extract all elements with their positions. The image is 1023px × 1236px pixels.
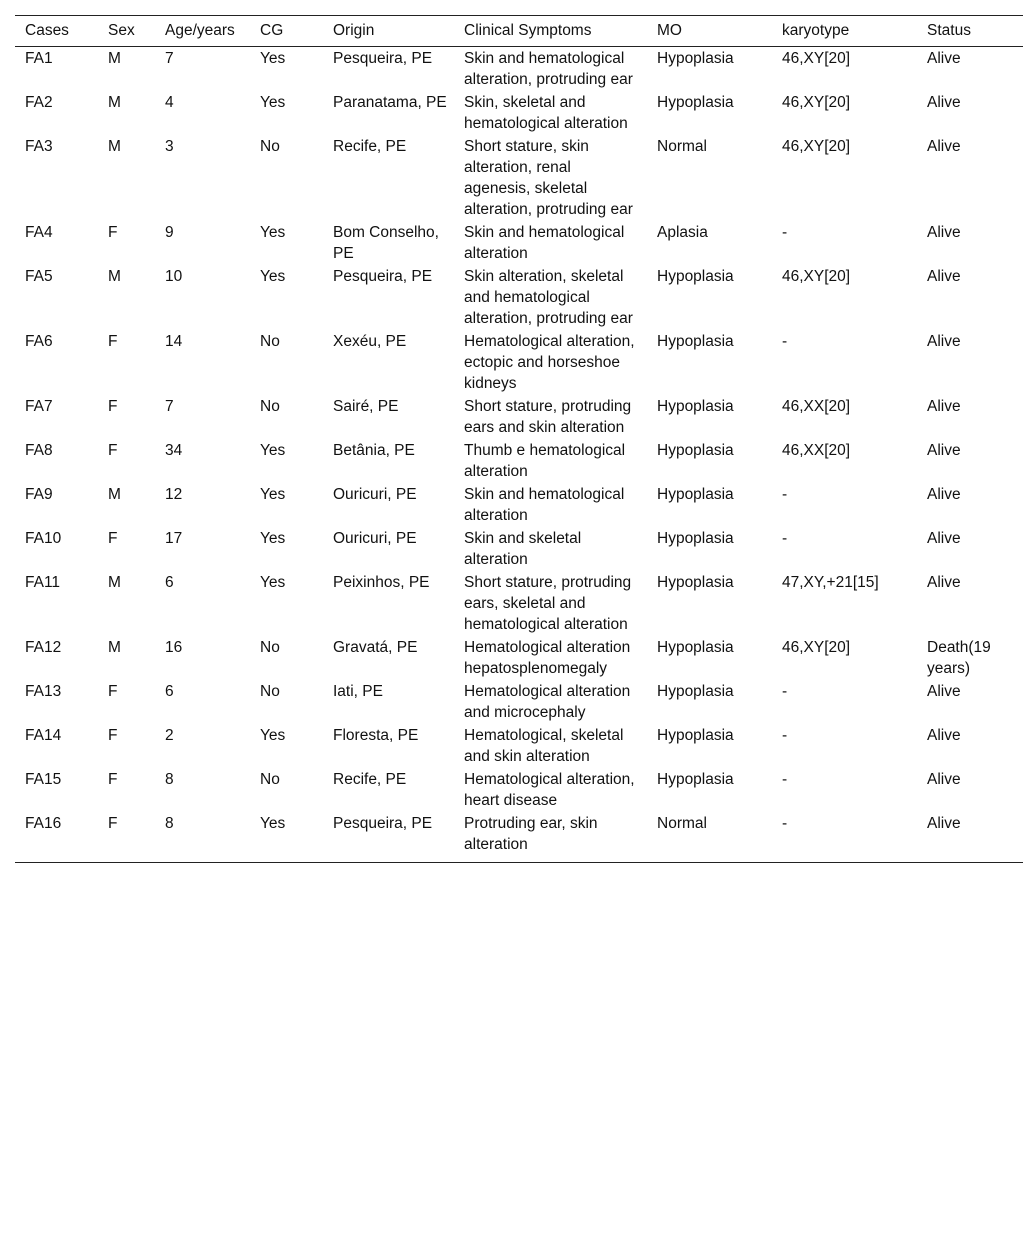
cell-mo: Hypoplasia — [657, 486, 734, 503]
cell-age: 9 — [165, 224, 174, 241]
table-row — [15, 812, 1023, 863]
cell-karyotype: - — [782, 727, 788, 744]
cell-age: 7 — [165, 50, 174, 67]
cell-sex: F — [108, 771, 118, 788]
cell-status: Alive — [927, 398, 961, 415]
cell-mo: Hypoplasia — [657, 333, 734, 350]
cell-case: FA1 — [25, 50, 53, 67]
cell-clinical-symptoms: Skin alteration, skeletal and hematological alteration, protruding ear — [464, 268, 633, 327]
cell-origin: Pesqueira, PE — [333, 50, 433, 67]
cell-karyotype: 46,XY[20] — [782, 268, 851, 285]
cell-status: Death(19 years) — [927, 639, 991, 677]
table-header — [15, 16, 1023, 47]
cell-mo: Hypoplasia — [657, 771, 734, 788]
cell-mo: Hypoplasia — [657, 268, 734, 285]
table-row — [15, 724, 1023, 768]
cell-sex: F — [108, 333, 118, 350]
cell-status: Alive — [927, 50, 961, 67]
cell-mo: Hypoplasia — [657, 530, 734, 547]
cell-status: Alive — [927, 574, 961, 591]
cell-mo: Hypoplasia — [657, 442, 734, 459]
cell-clinical-symptoms: Skin and hematological alteration, protruding ear — [464, 50, 633, 88]
cell-case: FA6 — [25, 333, 53, 350]
cell-sex: M — [108, 639, 121, 656]
table-row — [15, 527, 1023, 571]
cell-clinical-symptoms: Skin, skeletal and hematological alteration — [464, 94, 628, 132]
cell-case: FA13 — [25, 683, 62, 700]
cell-sex: M — [108, 94, 121, 111]
cell-origin: Recife, PE — [333, 138, 407, 155]
header-sex: Sex — [98, 16, 155, 47]
cell-karyotype: 46,XY[20] — [782, 94, 851, 111]
cell-status: Alive — [917, 812, 1023, 863]
header-row — [15, 16, 1023, 47]
cell-case: FA3 — [25, 138, 53, 155]
cell-origin: Gravatá, PE — [333, 639, 418, 656]
cell-age: 6 — [165, 574, 174, 591]
cell-cg: Yes — [260, 486, 286, 503]
cell-origin: Pesqueira, PE — [323, 812, 454, 863]
table-row — [15, 265, 1023, 330]
cell-case: FA14 — [25, 727, 62, 744]
table-row — [15, 47, 1023, 92]
cell-sex: M — [108, 486, 121, 503]
cell-sex: F — [108, 398, 118, 415]
cell-mo: Normal — [647, 812, 772, 863]
cell-age: 7 — [165, 398, 174, 415]
cell-sex: F — [108, 683, 118, 700]
cell-age: 10 — [165, 268, 183, 285]
cell-age: 12 — [165, 486, 183, 503]
table-row — [15, 91, 1023, 135]
cell-clinical-symptoms: Hematological alteration, ectopic and horseshoe kidneys — [464, 333, 635, 392]
cell-status: Alive — [927, 771, 961, 788]
header-clinical-symptoms: Clinical Symptoms — [454, 16, 647, 47]
cell-cg: Yes — [260, 574, 286, 591]
cell-case: FA12 — [25, 639, 62, 656]
cell-karyotype: - — [782, 771, 788, 788]
cell-status: Alive — [927, 333, 961, 350]
cell-origin: Floresta, PE — [333, 727, 419, 744]
cell-karyotype: 46,XY[20] — [782, 50, 851, 67]
cell-sex: M — [108, 50, 121, 67]
cell-clinical-symptoms: Hematological alteration and microcephaly — [464, 683, 631, 721]
cell-mo: Hypoplasia — [657, 683, 734, 700]
table-container — [15, 15, 1023, 863]
cell-case: FA10 — [25, 530, 62, 547]
cell-clinical-symptoms: Short stature, protruding ears, skeletal and hematological alteration — [464, 574, 632, 633]
cell-case: FA7 — [25, 398, 53, 415]
cell-age: 16 — [165, 639, 183, 656]
table-row — [15, 330, 1023, 395]
table-row — [15, 395, 1023, 439]
cell-sex: M — [108, 138, 121, 155]
cell-karyotype: - — [782, 683, 788, 700]
cell-cg: Yes — [250, 812, 323, 863]
cell-sex: M — [108, 574, 121, 591]
cell-age: 3 — [165, 138, 174, 155]
cell-karyotype: - — [782, 530, 788, 547]
cell-mo: Hypoplasia — [657, 574, 734, 591]
cell-age: 8 — [165, 771, 174, 788]
cell-clinical-symptoms: Skin and skeletal alteration — [464, 530, 582, 568]
cell-status: Alive — [927, 727, 961, 744]
table-row — [15, 439, 1023, 483]
cell-clinical-symptoms: Protruding ear, skin alteration — [454, 812, 647, 863]
cell-sex: F — [108, 442, 118, 459]
header-cg: CG — [250, 16, 323, 47]
cell-case: FA8 — [25, 442, 53, 459]
cell-origin: Xexéu, PE — [333, 333, 407, 350]
table-row — [15, 680, 1023, 724]
cell-clinical-symptoms: Thumb e hematological alteration — [464, 442, 626, 480]
table-row — [15, 636, 1023, 680]
cell-mo: Hypoplasia — [657, 94, 734, 111]
cell-karyotype: - — [782, 333, 788, 350]
cell-status: Alive — [927, 486, 961, 503]
cell-karyotype: - — [782, 224, 788, 241]
cell-karyotype: - — [772, 812, 917, 863]
cell-cg: Yes — [260, 94, 286, 111]
cell-karyotype: 47,XY,+21[15] — [782, 574, 879, 591]
cell-status: Alive — [927, 224, 961, 241]
cell-sex: F — [108, 727, 118, 744]
cell-age: 17 — [165, 530, 183, 547]
cell-cg: Yes — [260, 727, 286, 744]
cell-mo: Hypoplasia — [657, 639, 734, 656]
cell-cg: Yes — [260, 268, 286, 285]
table-row — [15, 768, 1023, 812]
cell-cg: No — [260, 333, 280, 350]
table-body — [15, 47, 1023, 863]
cell-mo: Hypoplasia — [657, 50, 734, 67]
cell-karyotype: 46,XY[20] — [782, 138, 851, 155]
cell-mo: Aplasia — [657, 224, 708, 241]
cell-sex: F — [108, 224, 118, 241]
cell-origin: Ouricuri, PE — [333, 486, 417, 503]
cell-cg: No — [260, 639, 280, 656]
header-status: Status — [917, 16, 1023, 47]
cell-status: Alive — [927, 530, 961, 547]
header-cases: Cases — [15, 16, 98, 47]
cell-cg: Yes — [260, 50, 286, 67]
cell-origin: Peixinhos, PE — [333, 574, 430, 591]
cell-age: 4 — [165, 94, 174, 111]
cell-status: Alive — [927, 94, 961, 111]
cell-origin: Betânia, PE — [333, 442, 415, 459]
cell-origin: Bom Conselho, PE — [333, 224, 439, 262]
cell-age: 34 — [165, 442, 183, 459]
cell-sex: F — [108, 530, 118, 547]
cell-cg: No — [260, 683, 280, 700]
cell-case: FA2 — [25, 94, 53, 111]
cell-age: 2 — [165, 727, 174, 744]
cell-cg: No — [260, 398, 280, 415]
cell-clinical-symptoms: Skin and hematological alteration — [464, 486, 625, 524]
cell-case: FA15 — [25, 771, 62, 788]
cell-case: FA9 — [25, 486, 53, 503]
cell-origin: Paranatama, PE — [333, 94, 447, 111]
table-row — [15, 483, 1023, 527]
table-row — [15, 571, 1023, 636]
cell-clinical-symptoms: Skin and hematological alteration — [464, 224, 625, 262]
table-row — [15, 135, 1023, 221]
header-mo: MO — [647, 16, 772, 47]
cell-status: Alive — [927, 683, 961, 700]
header-origin: Origin — [323, 16, 454, 47]
cell-cg: Yes — [260, 224, 286, 241]
header-karyotype: karyotype — [772, 16, 917, 47]
cell-cg: Yes — [260, 530, 286, 547]
patients-table — [15, 15, 1023, 863]
cell-clinical-symptoms: Hematological, skeletal and skin alteration — [464, 727, 624, 765]
cell-status: Alive — [927, 268, 961, 285]
cell-origin: Ouricuri, PE — [333, 530, 417, 547]
cell-status: Alive — [927, 442, 961, 459]
cell-case: FA5 — [25, 268, 53, 285]
cell-origin: Pesqueira, PE — [333, 268, 433, 285]
cell-age: 8 — [155, 812, 250, 863]
cell-origin: Recife, PE — [333, 771, 407, 788]
cell-karyotype: 46,XY[20] — [782, 639, 851, 656]
cell-age: 6 — [165, 683, 174, 700]
cell-sex: F — [98, 812, 155, 863]
cell-cg: No — [260, 771, 280, 788]
cell-cg: Yes — [260, 442, 286, 459]
cell-karyotype: - — [782, 486, 788, 503]
cell-age: 14 — [165, 333, 183, 350]
cell-karyotype: 46,XX[20] — [782, 442, 851, 459]
cell-origin: Iati, PE — [333, 683, 383, 700]
cell-mo: Hypoplasia — [657, 398, 734, 415]
cell-clinical-symptoms: Hematological alteration, heart disease — [464, 771, 635, 809]
cell-karyotype: 46,XX[20] — [782, 398, 851, 415]
table-row — [15, 221, 1023, 265]
cell-clinical-symptoms: Hematological alteration hepatosplenomegaly — [464, 639, 631, 677]
cell-case: FA4 — [25, 224, 53, 241]
cell-cg: No — [260, 138, 280, 155]
cell-case: FA16 — [15, 812, 98, 863]
cell-status: Alive — [927, 138, 961, 155]
cell-clinical-symptoms: Short stature, protruding ears and skin alteration — [464, 398, 632, 436]
cell-mo: Hypoplasia — [657, 727, 734, 744]
cell-case: FA11 — [25, 574, 61, 591]
cell-clinical-symptoms: Short stature, skin alteration, renal agenesis, skeletal alteration, protruding ear — [464, 138, 633, 218]
header-age: Age/years — [155, 16, 250, 47]
cell-sex: M — [108, 268, 121, 285]
cell-origin: Sairé, PE — [333, 398, 399, 415]
cell-mo: Normal — [657, 138, 707, 155]
